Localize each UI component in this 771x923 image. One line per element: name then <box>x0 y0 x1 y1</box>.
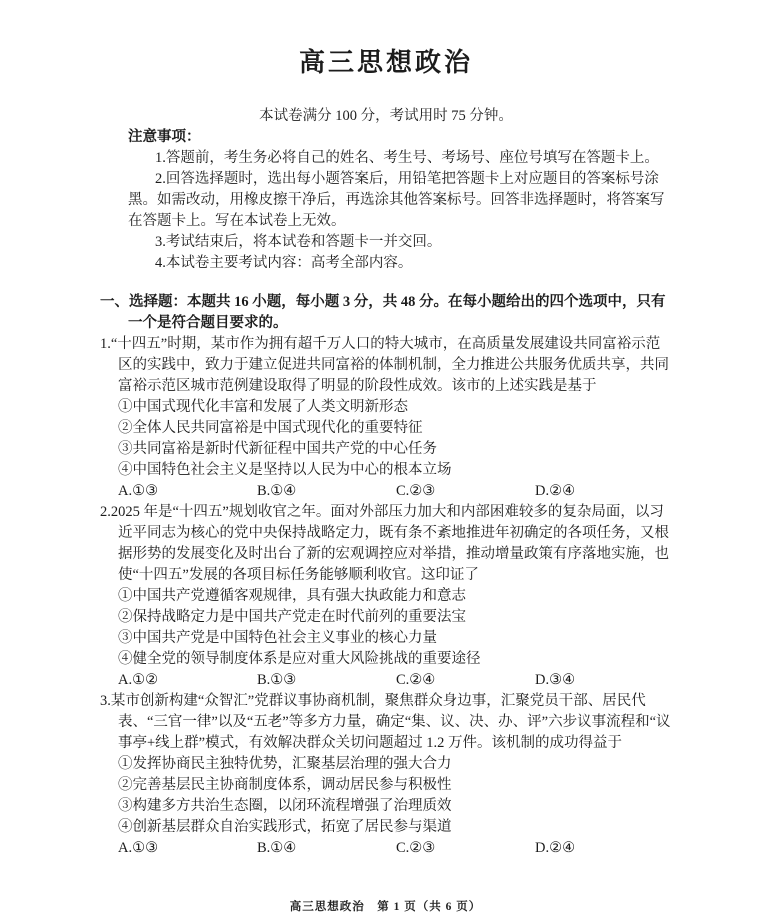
question-3-option-b: B.①④ <box>257 840 297 856</box>
question-3-statement-1: ①发挥协商民主独特优势，汇聚基层治理的强大合力 <box>118 756 452 772</box>
question-3 <box>100 691 672 859</box>
question-2-statement-4: ④健全党的领导制度体系是应对重大风险挑战的重要途径 <box>118 651 481 667</box>
question-2-statement-1: ①中国共产党遵循客观规律，具有强大执政能力和意志 <box>118 588 466 604</box>
notice-item-1: 1.答题前，考生务必将自己的姓名、考生号、考场号、座位号填写在答题卡上。 <box>155 150 659 166</box>
question-3-stem-text: 某市创新构建“众智汇”党群议事协商机制，聚焦群众身边事，汇聚党员干部、居民代表、“三官一律”以及“五老”等多方力量，确定“集、议、决、办、评”六步议事流程和“议事亭+线上群”模式，有效解决群众关切问题超过 1.2 万件。该机制的成功得益于 <box>110 693 671 751</box>
question-2-number: 2. <box>100 504 111 520</box>
question-3-options <box>118 838 672 859</box>
question-3-number: 3. <box>100 693 111 709</box>
notice-item-2: 2.回答选择题时，选出每小题答案后，用铅笔把答题卡上对应题目的答案标号涂黑。如需改动，用橡皮擦干净后，再选涂其他答案标号。回答非选择题时，将答案写在答题卡上。写在本试卷上无效。 <box>128 171 665 229</box>
question-2-option-a: A.①② <box>118 672 159 688</box>
question-1-option-c: C.②③ <box>396 483 436 499</box>
page-footer: 高三思想政治 第 1 页（共 6 页） <box>289 901 482 913</box>
question-3-option-a: A.①③ <box>118 840 159 856</box>
question-1 <box>100 334 672 502</box>
question-2-options <box>118 670 672 691</box>
question-1-number: 1. <box>100 336 111 352</box>
question-1-statement-3: ③共同富裕是新时代新征程中国共产党的中心任务 <box>118 441 437 457</box>
question-2-statement-2: ②保持战略定力是中国共产党走在时代前列的重要法宝 <box>118 609 466 625</box>
page-title: 高三思想政治 <box>298 48 473 77</box>
question-1-option-d: D.②④ <box>535 483 576 499</box>
question-3-statement-3: ③构建多方共治生态圈，以闭环流程增强了治理质效 <box>118 798 452 814</box>
question-2-option-b: B.①③ <box>257 672 297 688</box>
question-3-option-c: C.②③ <box>396 840 436 856</box>
question-2 <box>100 502 672 691</box>
question-2-option-d: D.③④ <box>535 672 576 688</box>
exam-info-line: 本试卷满分 100 分，考试用时 75 分钟。 <box>259 108 513 124</box>
notice-heading: 注意事项： <box>128 129 201 145</box>
question-3-statement-2: ②完善基层民主协商制度体系，调动居民参与积极性 <box>118 777 452 793</box>
question-3-statement-4: ④创新基层群众自治实践形式，拓宽了居民参与渠道 <box>118 819 452 835</box>
question-2-stem-text: 2025 年是“十四五”规划收官之年。面对外部压力加大和内部困难较多的复杂局面，以习近平同志为核心的党中央保持战略定力，既有条不紊地推进年初确定的各项任务，又根据形势的发展变化及时出台了新的宏观调控应对举措，推动增量政策有序落地实施，也使“十四五”发展的各项目标任务能够顺利收官。这印证了 <box>110 504 669 583</box>
question-3-stem <box>100 691 672 754</box>
question-2-option-c: C.②④ <box>396 672 436 688</box>
question-1-option-a: A.①③ <box>118 483 159 499</box>
section-heading: 一、选择题：本题共 16 小题，每小题 3 分，共 48 分。在每小题给出的四个选项中，只有一个是符合题目要求的。 <box>100 294 666 331</box>
notice-item-3: 3.考试结束后，将本试卷和答题卡一并交回。 <box>155 234 442 250</box>
question-1-stem <box>100 334 672 397</box>
question-1-statement-1: ①中国式现代化丰富和发展了人类文明新形态 <box>118 399 408 415</box>
question-2-statement-3: ③中国共产党是中国特色社会主义事业的核心力量 <box>118 630 437 646</box>
question-2-stem <box>100 502 672 586</box>
question-1-options <box>118 481 672 502</box>
notice-section <box>128 127 672 274</box>
question-1-statement-2: ②全体人民共同富裕是中国式现代化的重要特征 <box>118 420 423 436</box>
question-3-option-d: D.②④ <box>535 840 576 856</box>
notice-item-4: 4.本试卷主要考试内容：高考全部内容。 <box>155 255 413 271</box>
question-1-statement-4: ④中国特色社会主义是坚持以人民为中心的根本立场 <box>118 462 452 478</box>
question-1-stem-text: “十四五”时期，某市作为拥有超千万人口的特大城市，在高质量发展建设共同富裕示范区的实践中，致力于建立促进共同富裕的体制机制，全力推进公共服务优质共享，共同富裕示范区城市范例建设取得了明显的阶段性成效。该市的上述实践是基于 <box>110 336 669 394</box>
question-1-option-b: B.①④ <box>257 483 297 499</box>
